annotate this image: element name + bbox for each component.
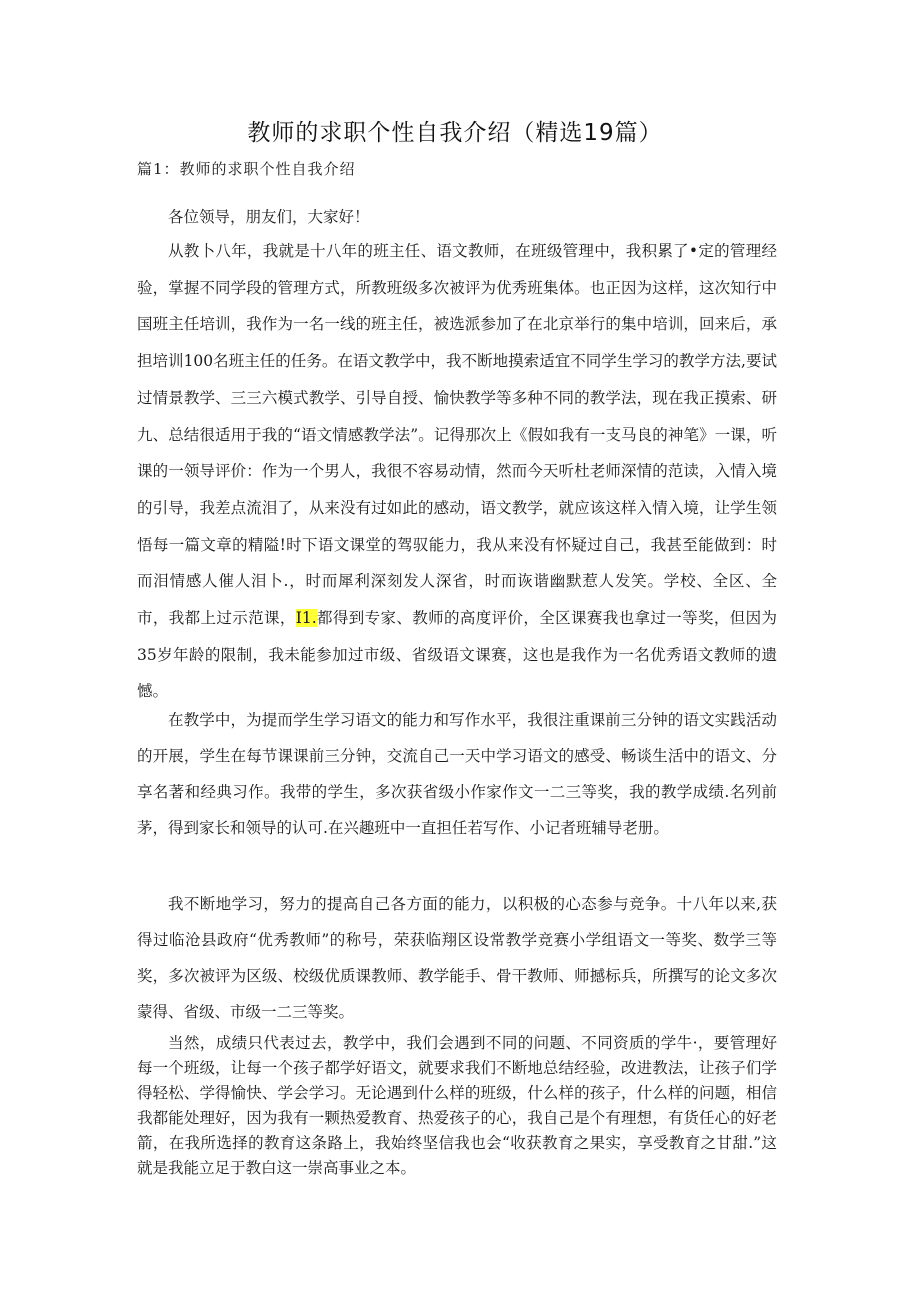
paragraph-1-text-b: 都得到专家、教师的高度评价，全区课赛我也拿过一等奖，但因为35岁年龄的限制，我未能参加过市级、省级语文课赛，这也是我作为一名优秀语文教师的遗憾。 xyxy=(137,609,777,701)
paragraph-1-text-a: 从教卜八年，我就是十八年的班主任、语文教师，在班级管理中，我积累了•定的管理经验，掌握不同学段的管理方式，所教班级多次被评为优秀班集体。也正因为这样，这次知行中国班主任培训，我作为一名一线的班主任，被选派参加了在北京举行的集中培训，回来后，承担培训100名班主任的任务。在语文教学中，我不断地摸索适宜不同学生学习的教学方法,要试过情景教学、三三六模式教学、引导自授、愉快教学等多种不同的教学法，现在我正摸索、研九、总结很适用于我的“语文情感教学法”。记得那次上《假如我有一支马良的神笔》一课，听课的一领导评价：作为一个男人，我很不容易动情，然而今天听杜老师深情的范读，入情入境的引导，我差点流泪了，从来没有过如此的感动，语文教学，就应该这样入情入境，让学生领悟每一篇文章的精隘!时下语文课堂的驾驭能力，我从来没有怀疑过自己，我甚至能做到：时而泪情感人催人泪卜.，时而犀利深刻发人深省，时而诙谐幽默惹人发笑。学校、全区、全市，我都上过示范课， xyxy=(137,242,777,628)
body-paragraph-4: 当然，成绩只代表过去，教学中，我们会遇到不同的问题、不同资质的学牛·，要管理好每一个班级，让每一个孩子都学好语文，就要求我们不断地总结经验，改进教法，让孩子们学得轻松、学得愉快、学会学习。无论遇到什么样的班级，什么样的孩子，什么样的问题，相信我都能处理好，因为我有一颗热爱教育、热爱孩子的心，我自己是个有理想，有货任心的好老箭，在我所选择的教育这条路上，我始终坚信我也会“收获教育之果实，享受教育之甘甜.”这就是我能立足于教白这一崇高事业之本。 xyxy=(137,1034,777,1177)
greeting-paragraph: 各位领导，朋友们，大家好！ xyxy=(168,208,370,226)
highlighted-text: I1. xyxy=(295,609,317,628)
body-paragraph-1 xyxy=(137,233,777,710)
chapter-heading: 篇1：教师的求职个性自我介绍 xyxy=(137,160,356,178)
document-title: 教师的求职个性自我介绍（精选19篇） xyxy=(247,120,663,146)
body-paragraph-2: 在教学中，为提而学生学习语文的能力和写作水平，我很注重课前三分钟的语文实践活动的开展，学生在每节课课前三分钟，交流自己一天中学习语文的感受、畅谈生活中的语文、分享名著和经典习作。我带的学生，多次获省级小作家作文一二三等奖，我的教学成绩.名列前茅，得到家长和领导的认可.在兴趣班中一直担任若写作、小记者班辅导老册。 xyxy=(137,711,777,837)
body-paragraph-3: 我不断地学习，努力的提高自己各方面的能力，以积极的心态参与竞争。十八年以来,获得过临沧县政府“优秀教师”的称号，荣获临翔区设常教学竞赛小学组语文一等奖、数学三等奖，多次被评为区级、校级优质课教师、教学能手、骨干教师、师撼标兵，所撰写的论文多次蒙得、省级、市级一二三等奖。 xyxy=(137,895,777,1021)
